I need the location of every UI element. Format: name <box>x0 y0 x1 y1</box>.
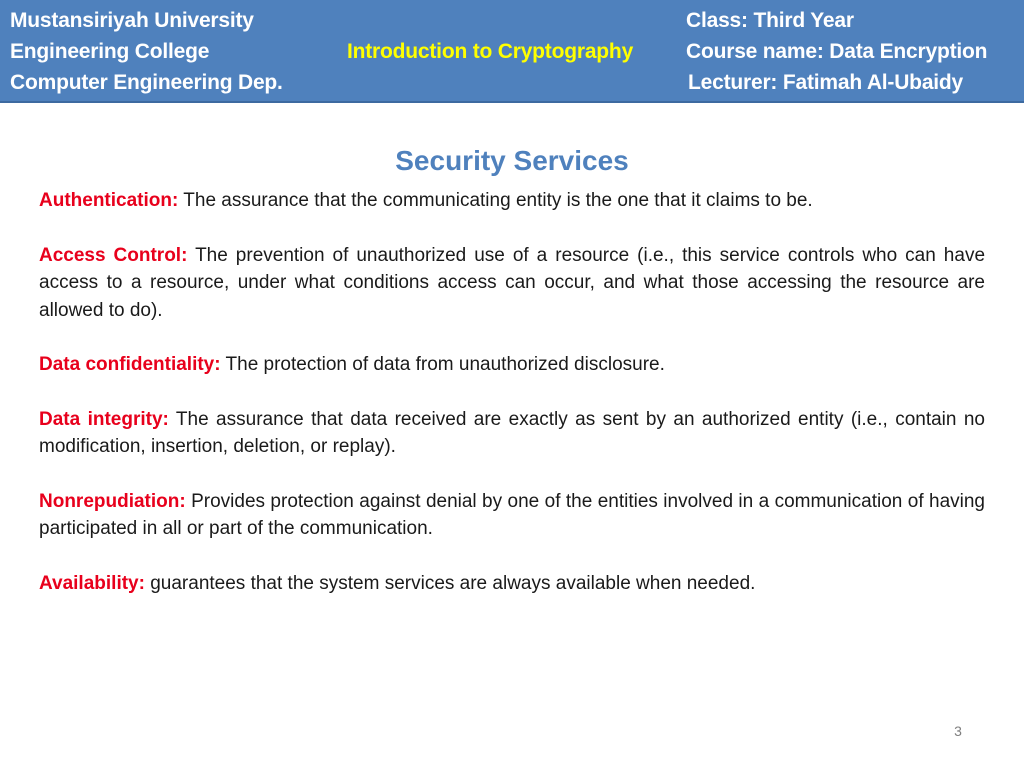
header-band <box>0 0 1024 103</box>
service-authentication <box>39 187 985 215</box>
department-name: Computer Engineering Dep. <box>10 71 283 94</box>
university-name: Mustansiriyah University <box>10 9 254 32</box>
class-label: Class: Third Year <box>686 9 854 32</box>
service-description: guarantees that the system services are always available when needed. <box>150 572 756 594</box>
service-data-integrity <box>39 406 985 461</box>
course-info <box>686 5 987 98</box>
college-name: Engineering College <box>10 40 210 63</box>
service-access-control <box>39 242 985 325</box>
service-term: Nonrepudiation: <box>39 490 186 512</box>
service-availability <box>39 570 985 598</box>
service-description: The prevention of unauthorized use of a resource (i.e., this service controls who can have access to a resource, under what conditions access can occur, and what those accessing the resource are allowed to do). <box>39 244 986 321</box>
course-topic: Introduction to Cryptography <box>347 40 634 63</box>
lecturer-label: Lecturer: Fatimah Al-Ubaidy <box>688 71 964 94</box>
service-description: The assurance that the communicating entity is the one that it claims to be. <box>183 190 813 211</box>
service-nonrepudiation <box>39 488 985 543</box>
service-term: Data integrity: <box>39 408 169 430</box>
service-term: Availability: <box>39 572 145 594</box>
institution-info <box>10 5 283 98</box>
service-term: Access Control: <box>39 244 188 266</box>
service-data-confidentiality <box>39 351 985 379</box>
service-term: Data confidentiality: <box>39 354 221 375</box>
service-description: The protection of data from unauthorized disclosure. <box>225 354 665 375</box>
slide-title: Security Services <box>395 145 629 176</box>
service-description: The assurance that data received are exactly as sent by an authorized entity (i.e., contain no modification, insertion, deletion, or replay). <box>39 408 985 457</box>
service-description: Provides protection against denial by one of the entities involved in a communication of having participated in all or part of the communication. <box>39 490 985 539</box>
course-name-label: Course name: Data Encryption <box>686 40 988 63</box>
page-number: 3 <box>954 723 962 739</box>
service-term: Authentication: <box>39 190 179 211</box>
services-list <box>39 187 985 624</box>
